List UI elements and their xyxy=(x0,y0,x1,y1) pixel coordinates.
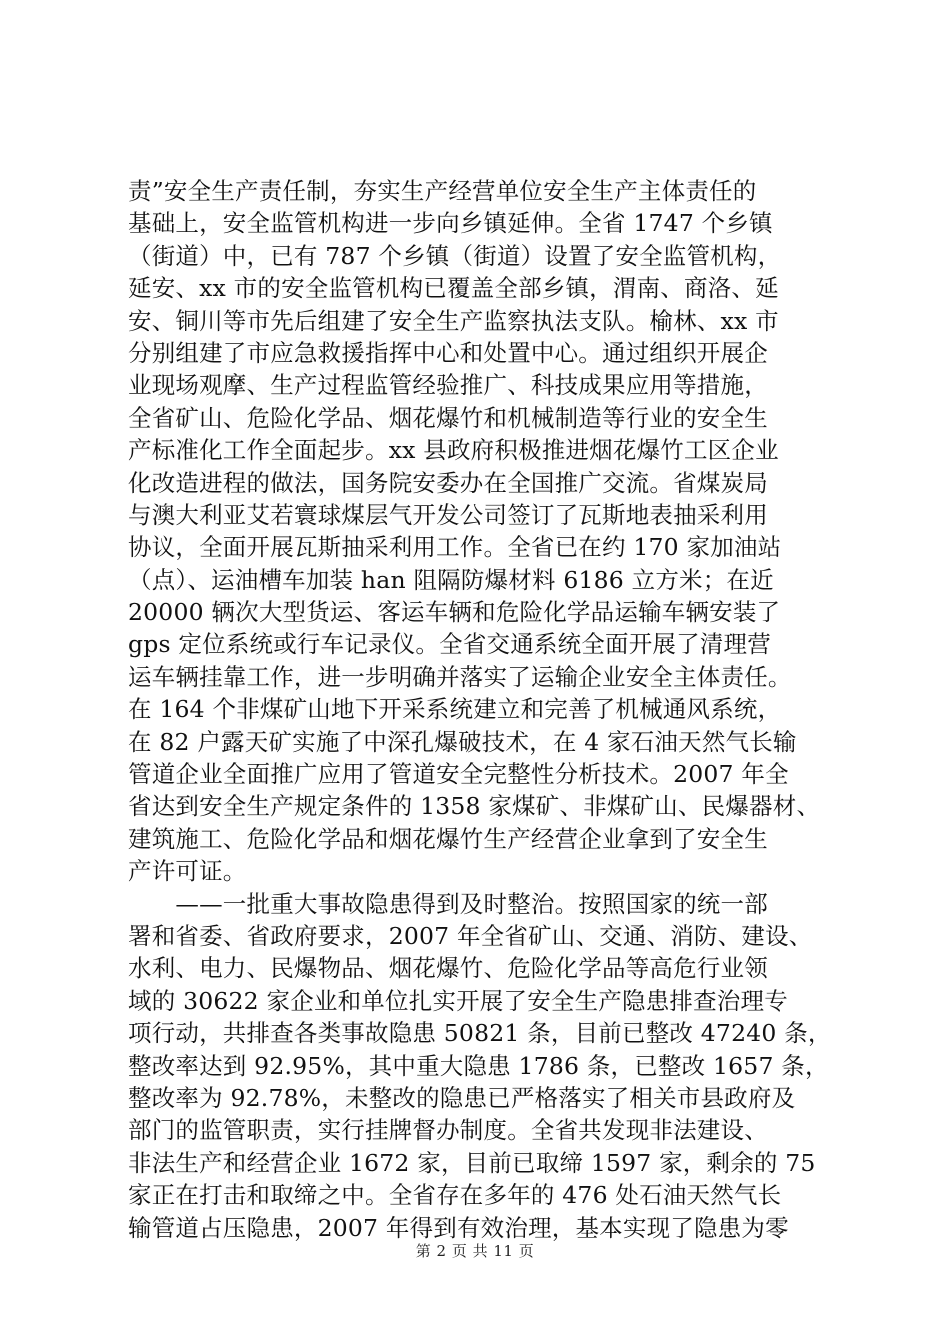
text-line: 项行动，共排查各类事故隐患 50821 条，目前已整改 47240 条， xyxy=(128,1019,832,1048)
paragraph-start-line: ——一批重大事故隐患得到及时整治。按照国家的统一部 xyxy=(128,889,768,918)
text-line: 建筑施工、危险化学品和烟花爆竹生产经营企业拿到了安全生 xyxy=(128,824,768,853)
text-line: 基础上，安全监管机构进一步向乡镇延伸。全省 1747 个乡镇 xyxy=(128,209,773,238)
page-number-footer: 第 2 页 共 11 页 xyxy=(415,1242,535,1260)
text-line: 业现场观摩、生产过程监管经验推广、科技成果应用等措施， xyxy=(128,371,768,400)
text-line: 非法生产和经营企业 1672 家，目前已取缔 1597 家，剩余的 75 xyxy=(128,1148,816,1177)
text-line: 全省矿山、危险化学品、烟花爆竹和机械制造等行业的安全生 xyxy=(128,403,768,432)
text-line: 在 82 户露天矿实施了中深孔爆破技术，在 4 家石油天然气长输 xyxy=(128,727,797,756)
text-line: 家正在打击和取缔之中。全省存在多年的 476 处石油天然气长 xyxy=(128,1181,782,1210)
text-line: 在 164 个非煤矿山地下开采系统建立和完善了机械通风系统， xyxy=(128,695,782,724)
text-line: 责”安全生产责任制，夯实生产经营单位安全生产主体责任的 xyxy=(128,177,757,205)
text-line: 运车辆挂靠工作，进一步明确并落实了运输企业安全主体责任。 xyxy=(128,662,792,691)
text-line: 安、铜川等市先后组建了安全生产监察执法支队。榆林、xx 市 xyxy=(128,306,779,335)
text-line: 水利、电力、民爆物品、烟花爆竹、危险化学品等高危行业领 xyxy=(128,954,768,983)
text-line: 化改造进程的做法，国务院安委办在全国推广交流。省煤炭局 xyxy=(128,468,768,497)
text-line: 部门的监管职责，实行挂牌督办制度。全省共发现非法建设、 xyxy=(128,1116,768,1145)
text-line: 协议，全面开展瓦斯抽采利用工作。全省已在约 170 家加油站 xyxy=(128,533,782,562)
text-line: 输管道占压隐患，2007 年得到有效治理，基本实现了隐患为零 xyxy=(128,1213,789,1242)
text-line: 域的 30622 家企业和单位扎实开展了安全生产隐患排查治理专 xyxy=(128,986,788,1015)
text-line: 省达到安全生产规定条件的 1358 家煤矿、非煤矿山、民爆器材、 xyxy=(128,792,821,821)
text-line: gps 定位系统或行车记录仪。全省交通系统全面开展了清理营 xyxy=(128,630,771,659)
text-line: 与澳大利亚艾若寰球煤层气开发公司签订了瓦斯地表抽采利用 xyxy=(128,500,768,529)
text-line: （街道）中，已有 787 个乡镇（街道）设置了安全监管机构， xyxy=(128,241,782,270)
text-line: （点）、运油槽车加装 han 阻隔防爆材料 6186 立方米；在近 xyxy=(128,565,774,594)
text-line: 20000 辆次大型货运、客运车辆和危险化学品运输车辆安装了 xyxy=(128,598,781,627)
text-line: 管道企业全面推广应用了管道安全完整性分析技术。2007 年全 xyxy=(128,760,789,789)
text-line: 产许可证。 xyxy=(128,857,247,886)
text-line: 署和省委、省政府要求，2007 年全省矿山、交通、消防、建设、 xyxy=(128,921,813,950)
text-line: 整改率达到 92.95%，其中重大隐患 1786 条，已整改 1657 条， xyxy=(128,1051,829,1080)
body-text xyxy=(128,175,832,1244)
text-line: 分别组建了市应急救援指挥中心和处置中心。通过组织开展企 xyxy=(128,338,768,367)
text-line: 产标准化工作全面起步。xx 县政府积极推进烟花爆竹工区企业 xyxy=(128,436,779,465)
text-line: 整改率为 92.78%，未整改的隐患已严格落实了相关市县政府及 xyxy=(128,1083,796,1112)
text-line: 延安、xx 市的安全监管机构已覆盖全部乡镇，渭南、商洛、延 xyxy=(128,274,779,303)
